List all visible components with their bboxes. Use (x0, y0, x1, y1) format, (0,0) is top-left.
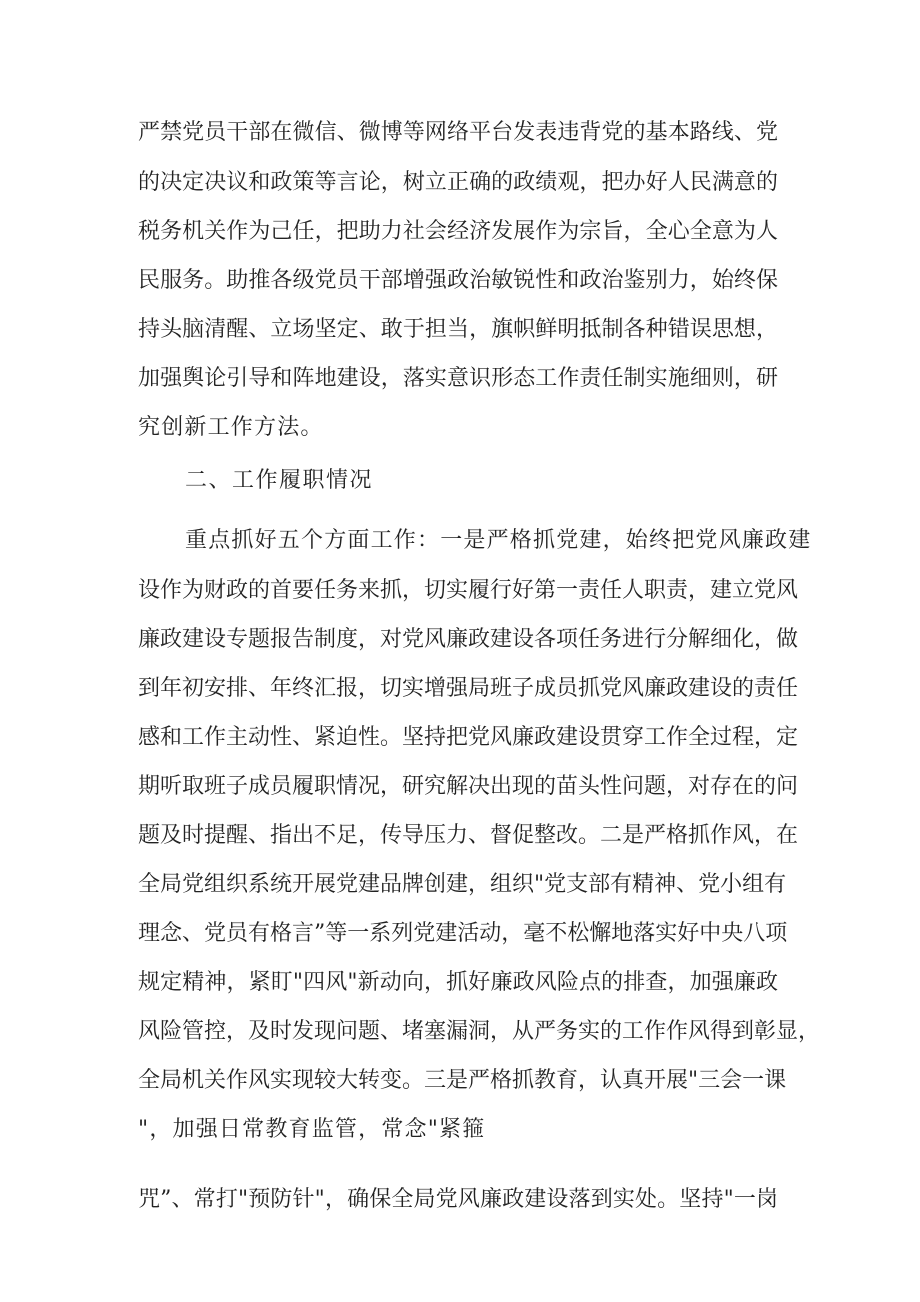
paragraph-line: 到年初安排、年终汇报，切实增强局班子成员抓党风廉政建设的责任 (138, 676, 799, 701)
section-heading: 二、工作履职情况 (185, 468, 374, 493)
paragraph-line: 风险管控，及时发现问题、堵塞漏洞，从严务实的工作作风得到彰显， (138, 1019, 821, 1044)
paragraph-line: 民服务。助推各级党员干部增强政治敏锐性和政治鉴别力，始终保 (138, 268, 778, 293)
paragraph-line: 严禁党员干部在微信、微博等网络平台发表违背党的基本路线、党 (138, 120, 778, 145)
paragraph-line: 全局党组织系统开展党建品牌创建，组织"党支部有精神、党小组有 (138, 872, 787, 897)
paragraph-line: 究创新工作方法。 (138, 415, 324, 440)
paragraph-line: 加强舆论引导和阵地建设，落实意识形态工作责任制实施细则，研 (138, 366, 778, 391)
paragraph-line: 规定精神，紧盯"四风"新动向，抓好廉政风险点的排查，加强廉政 (138, 970, 778, 995)
paragraph-line: 重点抓好五个方面工作：一是严格抓党建，始终把党风廉政建 (185, 528, 812, 553)
paragraph-line: 理念、党员有格言”等一系列党建活动，毫不松懈地落实好中央八项 (138, 921, 788, 946)
paragraph-line: "，加强日常教育监管，常念"紧箍 (138, 1117, 486, 1142)
paragraph-line: 全局机关作风实现较大转变。三是严格抓教育，认真开展"三会一课 (138, 1068, 787, 1093)
paragraph-line: 持头脑清醒、立场坚定、敢于担当，旗帜鲜明抵制各种错误思想， (138, 317, 778, 342)
paragraph-line: 的决定决议和政策等言论，树立正确的政绩观，把办好人民满意的 (138, 170, 778, 195)
paragraph-line: 咒”、常打"预防针"，确保全局党风廉政建设落到实处。坚持"一岗 (138, 1187, 778, 1212)
paragraph-line: 题及时提醒、指出不足，传导压力、督促整改。二是严格抓作风，在 (138, 823, 799, 848)
paragraph-line: 感和工作主动性、紧迫性。坚持把党风廉政建设贯穿工作全过程，定 (138, 725, 799, 750)
paragraph-line: 廉政建设专题报告制度，对党风廉政建设各项任务进行分解细化，做 (138, 627, 799, 652)
paragraph-line: 设作为财政的首要任务来抓，切实履行好第一责任人职责，建立党风 (138, 578, 799, 603)
paragraph-line: 期听取班子成员履职情况，研究解决出现的苗头性问题，对存在的问 (138, 774, 799, 799)
paragraph-line: 税务机关作为己任，把助力社会经济发展作为宗旨，全心全意为人 (138, 219, 778, 244)
